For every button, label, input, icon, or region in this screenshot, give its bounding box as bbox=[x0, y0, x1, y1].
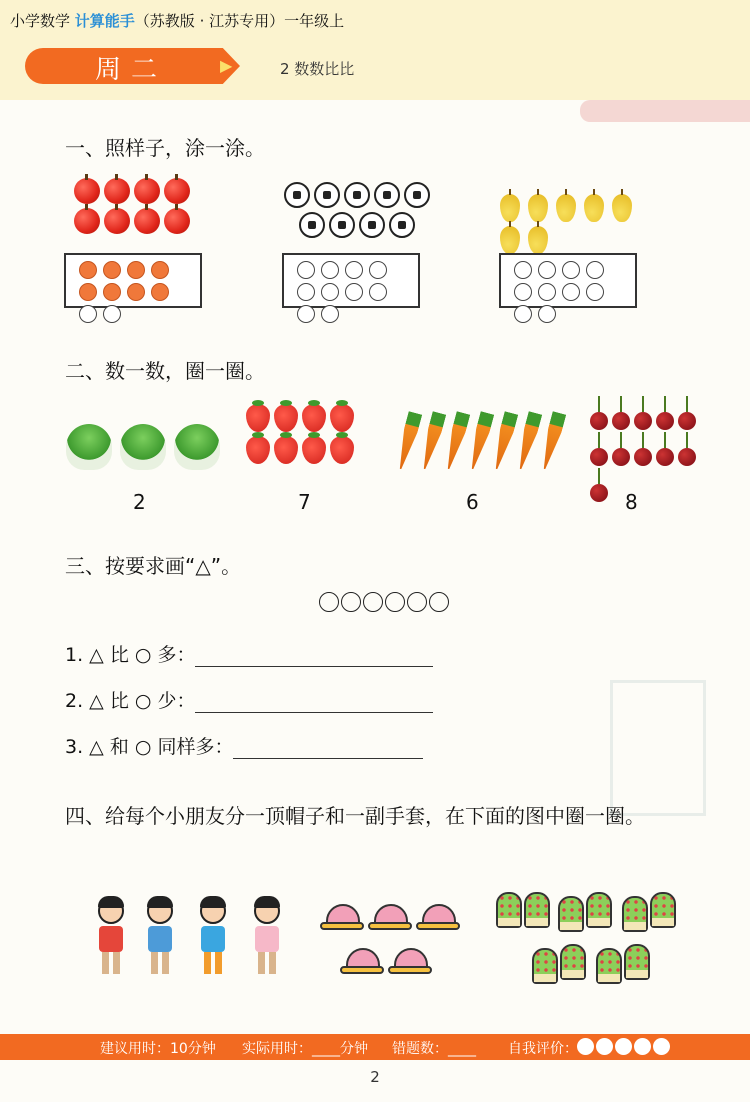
answer-circle[interactable] bbox=[514, 305, 532, 323]
answer-circle[interactable] bbox=[321, 305, 339, 323]
mitten-icon bbox=[624, 944, 650, 980]
answer-circle[interactable] bbox=[103, 261, 121, 279]
self-evaluation-label: 自我评价： bbox=[508, 1041, 578, 1057]
strawberry-icon bbox=[246, 404, 270, 432]
apple-icon bbox=[104, 208, 130, 234]
mitten-icon bbox=[650, 892, 676, 928]
pear-icon bbox=[612, 194, 632, 222]
soccer-ball-icon bbox=[329, 212, 355, 238]
mitten-icon bbox=[524, 892, 550, 928]
apple-icon bbox=[74, 208, 100, 234]
cherry-icon bbox=[590, 448, 608, 466]
cherry-icon bbox=[590, 484, 608, 502]
cabbage-icon bbox=[120, 424, 166, 470]
answer-line-1[interactable] bbox=[195, 646, 433, 667]
day-label: 周二 bbox=[95, 55, 168, 85]
answer-box-3 bbox=[499, 253, 637, 308]
answer-circle[interactable] bbox=[514, 261, 532, 279]
mitten-icon bbox=[586, 892, 612, 928]
section4-heading: 四、给每个小朋友分一顶帽子和一副手套，在下面的图中圈一圈。 bbox=[65, 804, 645, 828]
cherry-icon bbox=[634, 448, 652, 466]
soccer-ball-icon bbox=[389, 212, 415, 238]
section3-heading: 三、按要求画“△”。 bbox=[65, 554, 242, 578]
lesson-title: 2 数数比比 bbox=[280, 60, 355, 78]
count-number-strawberry: 7 bbox=[298, 490, 311, 514]
count-number-cherry: 8 bbox=[625, 490, 638, 514]
answer-box-2 bbox=[282, 253, 420, 308]
cherry-icon bbox=[634, 412, 652, 430]
answer-circle[interactable] bbox=[151, 261, 169, 279]
answer-box-1 bbox=[64, 253, 202, 308]
rating-flowers bbox=[576, 1039, 671, 1054]
cherry-icon bbox=[656, 412, 674, 430]
carrot-icon bbox=[418, 411, 447, 471]
book-title bbox=[10, 10, 344, 31]
answer-circle[interactable] bbox=[345, 261, 363, 279]
carrot-icon bbox=[394, 411, 423, 471]
pear-icon bbox=[528, 226, 548, 254]
kid-figure bbox=[145, 898, 175, 976]
cherry-icon bbox=[612, 448, 630, 466]
strawberry-icon bbox=[330, 404, 354, 432]
answer-circle[interactable] bbox=[321, 283, 339, 301]
answer-circle[interactable] bbox=[586, 261, 604, 279]
strawberry-icon bbox=[274, 436, 298, 464]
pear-icon bbox=[500, 226, 520, 254]
answer-circle[interactable] bbox=[538, 283, 556, 301]
mitten-icon bbox=[496, 892, 522, 928]
section1-heading: 一、照样子，涂一涂。 bbox=[65, 136, 265, 160]
question-3 bbox=[65, 732, 423, 759]
flower-rating-icon[interactable] bbox=[578, 1039, 593, 1054]
ghost-bar bbox=[580, 100, 750, 122]
page-number: 2 bbox=[370, 1068, 380, 1086]
cherry-icon bbox=[590, 412, 608, 430]
cabbage-icon bbox=[174, 424, 220, 470]
error-count: 错题数：____ bbox=[392, 1041, 476, 1057]
answer-circle[interactable] bbox=[79, 261, 97, 279]
answer-circle[interactable] bbox=[538, 305, 556, 323]
kid-figure bbox=[198, 898, 228, 976]
cabbage-group bbox=[62, 422, 232, 472]
question-1 bbox=[65, 640, 433, 667]
cherry-icon bbox=[678, 448, 696, 466]
carrot-icon bbox=[466, 411, 495, 471]
strawberry-group bbox=[244, 402, 366, 466]
strawberry-icon bbox=[302, 404, 326, 432]
carrot-group bbox=[396, 412, 566, 470]
question-2-label: 2. △ 比 ○ 少： bbox=[65, 690, 196, 712]
mitten-icon bbox=[622, 896, 648, 932]
apple-icon bbox=[164, 208, 190, 234]
circle-icon bbox=[319, 592, 339, 612]
answer-circle[interactable] bbox=[562, 261, 580, 279]
answer-circle[interactable] bbox=[345, 283, 363, 301]
mitten-icon bbox=[558, 896, 584, 932]
carrot-icon bbox=[538, 411, 567, 471]
cap-icon bbox=[340, 948, 384, 976]
circle-icon bbox=[363, 592, 383, 612]
count-number-cabbage: 2 bbox=[133, 490, 146, 514]
apple-icon bbox=[134, 178, 160, 204]
soccer-ball-icon bbox=[299, 212, 325, 238]
answer-circle[interactable] bbox=[562, 283, 580, 301]
soccer-ball-icon bbox=[314, 182, 340, 208]
answer-circle[interactable] bbox=[369, 261, 387, 279]
soccer-ball-icon bbox=[374, 182, 400, 208]
cap-icon bbox=[416, 904, 460, 932]
circle-icon bbox=[429, 592, 449, 612]
actual-time: 实际用时：____分钟 bbox=[242, 1041, 368, 1057]
soccer-ball-icon bbox=[284, 182, 310, 208]
apple-icon bbox=[74, 178, 100, 204]
pear-icon bbox=[584, 194, 604, 222]
suggested-time: 建议用时：10分钟 bbox=[100, 1041, 216, 1057]
cherry-icon bbox=[656, 448, 674, 466]
apple-icon bbox=[104, 178, 130, 204]
apple-icon bbox=[164, 178, 190, 204]
book-title-prefix: 小学数学 bbox=[10, 12, 75, 30]
kid-figure bbox=[96, 898, 126, 976]
ball-group bbox=[282, 180, 432, 240]
section2-heading: 二、数一数，圈一圈。 bbox=[65, 359, 265, 383]
carrot-icon bbox=[490, 411, 519, 471]
answer-circle[interactable] bbox=[127, 283, 145, 301]
cherry-group bbox=[588, 396, 708, 504]
answer-line-3[interactable] bbox=[233, 738, 423, 759]
flower-rating-icon[interactable] bbox=[616, 1039, 631, 1054]
mitten-icon bbox=[560, 944, 586, 980]
answer-circle[interactable] bbox=[321, 261, 339, 279]
apple-icon bbox=[134, 208, 160, 234]
answer-circle[interactable] bbox=[297, 261, 315, 279]
mitten-icon bbox=[596, 948, 622, 984]
strawberry-icon bbox=[274, 404, 298, 432]
strawberry-icon bbox=[330, 436, 354, 464]
question-1-label: 1. △ 比 ○ 多： bbox=[65, 644, 196, 666]
book-title-accent: 计算能手 bbox=[74, 12, 135, 30]
flower-rating-icon[interactable] bbox=[597, 1039, 612, 1054]
answer-circle[interactable] bbox=[79, 305, 97, 323]
pear-icon bbox=[556, 194, 576, 222]
soccer-ball-icon bbox=[344, 182, 370, 208]
book-title-suffix: （苏教版 · 江苏专用）一年级上 bbox=[134, 12, 345, 30]
answer-circle[interactable] bbox=[297, 283, 315, 301]
question-2 bbox=[65, 686, 433, 713]
cap-icon bbox=[320, 904, 364, 932]
answer-circle[interactable] bbox=[538, 261, 556, 279]
soccer-ball-icon bbox=[359, 212, 385, 238]
carrot-icon bbox=[442, 411, 471, 471]
answer-circle[interactable] bbox=[514, 283, 532, 301]
answer-circle[interactable] bbox=[79, 283, 97, 301]
kid-figure bbox=[252, 898, 282, 976]
strawberry-icon bbox=[302, 436, 326, 464]
cabbage-icon bbox=[66, 424, 112, 470]
answer-circle[interactable] bbox=[127, 261, 145, 279]
mitten-icon bbox=[532, 948, 558, 984]
answer-circle[interactable] bbox=[369, 283, 387, 301]
cherry-icon bbox=[678, 412, 696, 430]
flower-rating-icon[interactable] bbox=[635, 1039, 650, 1054]
reference-circles bbox=[318, 592, 450, 612]
apple-group bbox=[72, 176, 196, 236]
strawberry-icon bbox=[246, 436, 270, 464]
answer-circle[interactable] bbox=[103, 283, 121, 301]
question-3-label: 3. △ 和 ○ 同样多： bbox=[65, 736, 234, 758]
soccer-ball-icon bbox=[404, 182, 430, 208]
pear-icon bbox=[528, 194, 548, 222]
cap-icon bbox=[388, 948, 432, 976]
circle-icon bbox=[385, 592, 405, 612]
answer-circle[interactable] bbox=[103, 305, 121, 323]
answer-line-2[interactable] bbox=[195, 692, 433, 713]
circle-icon bbox=[407, 592, 427, 612]
triangle-arrow-icon: ▶ bbox=[220, 56, 233, 75]
pear-icon bbox=[500, 194, 520, 222]
footer-bar bbox=[0, 1034, 750, 1060]
cherry-icon bbox=[612, 412, 630, 430]
pear-group bbox=[496, 192, 646, 256]
cap-icon bbox=[368, 904, 412, 932]
flower-rating-icon[interactable] bbox=[654, 1039, 669, 1054]
circle-icon bbox=[341, 592, 361, 612]
answer-circle[interactable] bbox=[151, 283, 169, 301]
answer-circle[interactable] bbox=[297, 305, 315, 323]
answer-circle[interactable] bbox=[586, 283, 604, 301]
carrot-icon bbox=[514, 411, 543, 471]
count-number-carrot: 6 bbox=[466, 490, 479, 514]
